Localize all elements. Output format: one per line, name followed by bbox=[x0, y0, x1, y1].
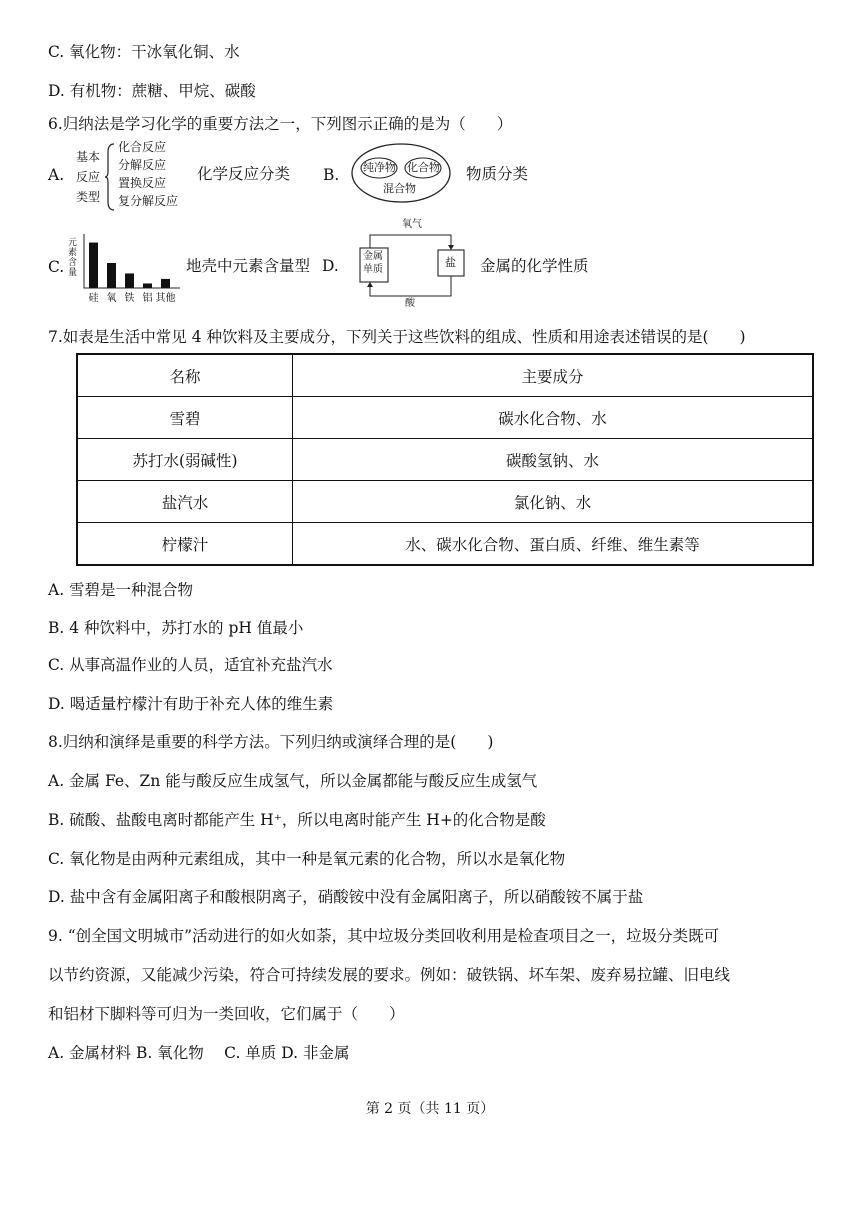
question-8: 8.归纳和演绎是重要的科学方法。下列归纳或演绎合理的是( ) bbox=[48, 733, 494, 751]
table-header-row bbox=[77, 354, 813, 397]
option-5d: D. 有机物：蔗糖、甲烷、碳酸 bbox=[48, 82, 256, 100]
salt-label: 盐 bbox=[445, 256, 456, 269]
substance-classification-diagram bbox=[350, 142, 452, 204]
table-header-name: 名称 bbox=[77, 354, 293, 397]
question-9-line-3: 和铝材下脚料等可归为一类回收，它们属于（ ） bbox=[48, 1005, 405, 1023]
brace-icon bbox=[104, 142, 116, 212]
table-cell: 碳水化合物、水 bbox=[293, 397, 814, 439]
option-7c: C. 从事高温作业的人员，适宜补充盐汽水 bbox=[48, 656, 333, 674]
option-6c-caption: 地壳中元素含量型 bbox=[186, 257, 311, 275]
group-label-3: 类型 bbox=[76, 190, 101, 204]
metal-element-label-2: 单质 bbox=[363, 264, 383, 275]
tick-label-1: 氧 bbox=[106, 293, 117, 304]
question-9-line-1: 9. “创全国文明城市”活动进行的如火如荼，其中垃圾分类回收利用是检查项目之一，垃圾分类既可 bbox=[48, 927, 720, 945]
table-row bbox=[77, 523, 813, 566]
compound-label: 化合物 bbox=[407, 161, 440, 174]
table-row bbox=[77, 397, 813, 439]
table-row bbox=[77, 481, 813, 523]
bar-chart-svg bbox=[70, 230, 180, 306]
question-7: 7.如表是生活中常见 4 种饮料及主要成分，下列关于这些饮料的组成、性质和用途表述错误的是( ) bbox=[48, 328, 746, 346]
option-6b-caption: 物质分类 bbox=[466, 165, 529, 183]
beverage-table bbox=[76, 353, 814, 566]
tick-label-0: 硅 bbox=[88, 293, 99, 304]
item-displacement: 置换反应 bbox=[118, 176, 167, 190]
bar-0 bbox=[89, 243, 98, 288]
group-label-2: 反应 bbox=[76, 170, 101, 184]
bar-1 bbox=[107, 263, 116, 288]
bar-4 bbox=[161, 279, 170, 288]
question-6: 6.归纳法是学习化学的重要方法之一，下列图示正确的是为（ ） bbox=[48, 115, 513, 133]
option-8b: B. 硫酸、盐酸电离时都能产生 H⁺，所以电离时能产生 H+的化合物是酸 bbox=[48, 811, 546, 829]
option-6d-caption: 金属的化学性质 bbox=[480, 257, 589, 275]
page-footer: 第 2 页（共 11 页） bbox=[365, 1101, 495, 1117]
option-8d: D. 盐中含有金属阳离子和酸根阴离子，硝酸铵中没有金属阳离子，所以硝酸铵不属于盐 bbox=[48, 888, 644, 906]
question-9-options: A. 金属材料 B. 氧化物 C. 单质 D. 非金属 bbox=[48, 1044, 350, 1062]
metal-element-label-1: 金属 bbox=[363, 251, 383, 262]
option-6b-label: B. bbox=[323, 166, 340, 184]
option-5c: C. 氧化物：干冰氧化铜、水 bbox=[48, 43, 240, 61]
bar-3 bbox=[143, 283, 152, 288]
item-double-decomposition: 复分解反应 bbox=[118, 194, 179, 208]
table-cell: 苏打水(弱碱性) bbox=[77, 439, 293, 481]
option-7a: A. 雪碧是一种混合物 bbox=[48, 581, 194, 599]
oxygen-label: 氧气 bbox=[402, 219, 422, 230]
element-content-chart bbox=[70, 230, 180, 306]
chart-ylabel: 元素含量 bbox=[68, 238, 78, 278]
question-9-line-2: 以节约资源，又能减少污染，符合可持续发展的要求。例如：破铁锅、坏车架、废弃易拉罐、旧电线 bbox=[48, 966, 731, 984]
option-7d: D. 喝适量柠檬汁有助于补充人体的维生素 bbox=[48, 695, 334, 713]
option-6c-label: C. bbox=[48, 258, 65, 276]
tick-label-3: 铝 bbox=[142, 293, 153, 304]
option-6d-label: D. bbox=[322, 257, 339, 275]
table-cell: 盐汽水 bbox=[77, 481, 293, 523]
metal-properties-diagram bbox=[350, 218, 470, 308]
table-cell: 雪碧 bbox=[77, 397, 293, 439]
item-decomposition: 分解反应 bbox=[118, 158, 167, 172]
table-cell: 水、碳水化合物、蛋白质、纤维、维生素等 bbox=[293, 523, 814, 566]
bar-2 bbox=[125, 273, 134, 288]
tick-label-4: 其他 bbox=[155, 293, 176, 304]
table-cell: 氯化钠、水 bbox=[293, 481, 814, 523]
option-6a-label: A. bbox=[48, 166, 65, 184]
acid-label: 酸 bbox=[405, 298, 415, 309]
option-8c: C. 氧化物是由两种元素组成，其中一种是氧元素的化合物，所以水是氧化物 bbox=[48, 850, 566, 868]
mixture-label: 混合物 bbox=[383, 182, 416, 195]
table-row bbox=[77, 439, 813, 481]
tick-label-2: 铁 bbox=[124, 293, 135, 304]
option-6a-caption: 化学反应分类 bbox=[197, 165, 291, 183]
table-cell: 碳酸氢钠、水 bbox=[293, 439, 814, 481]
table-cell: 柠檬汁 bbox=[77, 523, 293, 566]
reaction-classification-diagram bbox=[72, 140, 192, 214]
option-7b: B. 4 种饮料中，苏打水的 pH 值最小 bbox=[48, 619, 304, 637]
item-combination: 化合反应 bbox=[118, 140, 167, 154]
option-8a: A. 金属 Fe、Zn 能与酸反应生成氢气，所以金属都能与酸反应生成氢气 bbox=[48, 772, 538, 790]
group-label-1: 基本 bbox=[76, 150, 101, 164]
pure-substance-label: 纯净物 bbox=[363, 161, 396, 174]
table-header-ingredients: 主要成分 bbox=[293, 354, 814, 397]
